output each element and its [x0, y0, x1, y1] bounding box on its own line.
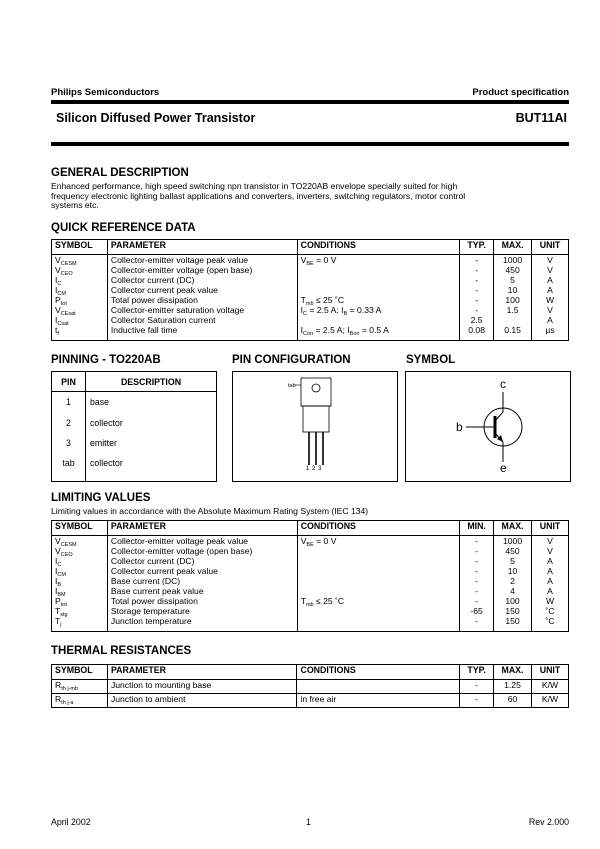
- emitter-label: e: [500, 461, 507, 475]
- symbol-letter: V: [55, 546, 61, 556]
- symbol-cell: [55, 265, 104, 275]
- pin-config-box: [232, 371, 398, 482]
- symbol-letter: t: [55, 325, 58, 335]
- max-cell: 1000: [503, 255, 523, 265]
- unit-cell: V: [547, 536, 553, 546]
- qr-conditions: [297, 255, 460, 341]
- condition-cell: [301, 315, 457, 325]
- parameter-cell: Base current peak value: [110, 586, 204, 596]
- condition-text: V: [300, 536, 307, 546]
- col-conditions: CONDITIONS: [297, 665, 460, 680]
- footer-page-number: 1: [306, 817, 311, 827]
- min-cell: -: [475, 556, 479, 566]
- condition-subscript: BE: [306, 542, 314, 548]
- collector-label: c: [500, 377, 506, 391]
- parameter-cell: Collector-emitter voltage (open base): [110, 546, 253, 556]
- part-number: BUT11AI: [515, 111, 567, 125]
- unit-cell: A: [547, 556, 553, 566]
- symbol-cell: [55, 295, 104, 305]
- parameter-cell: Junction temperature: [110, 616, 192, 626]
- parameter-cell: Collector-emitter voltage peak value: [110, 536, 249, 546]
- pin-description: collector: [90, 418, 123, 428]
- symbol-cell: [55, 305, 104, 315]
- condition-text: = 0.5 A: [359, 325, 389, 335]
- condition-subscript: C: [303, 311, 307, 317]
- condition-cell: [301, 325, 457, 335]
- symbol-subscript: BM: [57, 592, 66, 598]
- limiting-heading: LIMITING VALUES: [51, 492, 151, 504]
- symbol-subscript: f: [57, 331, 59, 337]
- col-symbol: SYMBOL: [52, 521, 108, 536]
- quick-ref-heading: QUICK REFERENCE DATA: [51, 222, 196, 234]
- condition-cell: [301, 606, 456, 616]
- qr-parameters: [107, 255, 297, 341]
- pin-description: collector: [90, 458, 123, 468]
- max-cell: 5: [510, 556, 515, 566]
- condition-cell: [301, 556, 456, 566]
- condition-text: ≤ 25 ˚C: [313, 596, 345, 606]
- unit-cell: W: [545, 295, 555, 305]
- symbol-subscript: CM: [57, 291, 66, 297]
- condition-text: = 0 V: [313, 536, 337, 546]
- general-line: frequency electronic lighting ballast applications and converters, inverters, switching regulators, motor control: [51, 190, 466, 201]
- lv-min-values: [460, 536, 494, 632]
- symbol-letter: I: [55, 576, 58, 586]
- min-cell: -: [475, 616, 479, 626]
- min-cell: -65: [470, 606, 483, 616]
- parameter-cell: Collector Saturation current: [110, 315, 216, 325]
- document-title: Silicon Diffused Power Transistor: [56, 111, 256, 125]
- symbol-cell: [55, 546, 104, 556]
- condition-text: T: [300, 596, 306, 606]
- min-cell: -: [475, 566, 479, 576]
- unit-cell: A: [547, 275, 553, 285]
- symbol-letter: T: [55, 606, 61, 616]
- symbol-letter: P: [55, 295, 61, 305]
- table-row: [52, 680, 569, 694]
- npn-transistor-symbol: [406, 372, 570, 481]
- condition-cell: [301, 265, 457, 275]
- symbol-subscript: CM: [57, 572, 66, 578]
- condition-text: ≤ 25 ˚C: [313, 295, 345, 305]
- max-cell: 450: [505, 546, 520, 556]
- thermal-unit: K/W: [531, 694, 568, 708]
- col-parameter: PARAMETER: [107, 240, 297, 255]
- pin-header-rule: [52, 391, 216, 392]
- symbol-letter: I: [55, 285, 58, 295]
- symbol-letter: V: [55, 255, 61, 265]
- col-typ: TYP.: [460, 665, 494, 680]
- condition-cell: [301, 576, 456, 586]
- symbol-cell: [55, 315, 104, 325]
- parameter-cell: Collector current peak value: [110, 566, 218, 576]
- col-max: MAX.: [494, 240, 532, 255]
- symbol-cell: [55, 596, 104, 606]
- condition-cell: [301, 285, 457, 295]
- col-parameter: PARAMETER: [107, 665, 297, 680]
- condition-text: = 2.5 A; I: [307, 305, 344, 315]
- pinning-box: [51, 371, 217, 482]
- symbol-letter: V: [55, 536, 61, 546]
- unit-cell: A: [547, 576, 553, 586]
- condition-text: = 0.33 A: [347, 305, 382, 315]
- symbol-letter: I: [55, 566, 58, 576]
- qr-units: [532, 255, 569, 341]
- col-conditions: CONDITIONS: [297, 521, 459, 536]
- condition-subscript: B: [343, 311, 348, 317]
- unit-cell: A: [547, 285, 553, 295]
- col-symbol: SYMBOL: [52, 240, 108, 255]
- condition-cell: [301, 596, 456, 606]
- col-unit: UNIT: [532, 240, 569, 255]
- symbol-heading: SYMBOL: [406, 354, 456, 366]
- condition-text: V: [300, 255, 307, 265]
- min-cell: -: [475, 536, 479, 546]
- symbol-letter: P: [55, 596, 61, 606]
- condition-cell: [301, 546, 456, 556]
- typ-cell: -: [475, 275, 479, 285]
- parameter-cell: Storage temperature: [110, 606, 190, 616]
- footer-revision: Rev 2.000: [528, 817, 569, 827]
- parameter-cell: Collector current peak value: [110, 285, 218, 295]
- unit-cell: V: [547, 546, 553, 556]
- condition-cell: [301, 536, 456, 546]
- to220-package-drawing: [233, 372, 397, 481]
- max-cell: 1.5: [506, 305, 519, 315]
- lv-parameters: [107, 536, 297, 632]
- col-max: MAX.: [494, 521, 532, 536]
- symbol-letter: I: [55, 556, 58, 566]
- max-cell: 5: [510, 275, 515, 285]
- unit-cell: W: [545, 596, 555, 606]
- pin-col-header: PIN: [61, 377, 76, 387]
- symbol-subscript: Csat: [57, 321, 69, 327]
- max-cell: 0.15: [504, 325, 521, 335]
- tab-label: tab: [288, 383, 296, 389]
- symbol-cell: [55, 285, 104, 295]
- symbol-letter: I: [55, 275, 58, 285]
- condition-cell: [301, 616, 456, 626]
- parameter-cell: Collector current (DC): [110, 275, 195, 285]
- max-cell: 4: [510, 586, 515, 596]
- col-parameter: PARAMETER: [107, 521, 297, 536]
- typ-cell: 0.08: [468, 325, 485, 335]
- thermal-table: [51, 664, 569, 708]
- min-cell: -: [475, 586, 479, 596]
- max-cell: 150: [505, 606, 520, 616]
- symbol-box: [405, 371, 571, 482]
- parameter-cell: Total power dissipation: [110, 596, 198, 606]
- condition-text: = 0 V: [313, 255, 337, 265]
- condition-subscript: Bon: [349, 331, 360, 337]
- max-cell: 10: [507, 285, 518, 295]
- symbol-subscript: CEO: [60, 552, 73, 558]
- thermal-symbol: $R_{th j-a}$: [52, 694, 108, 708]
- quick-ref-table: [51, 239, 569, 341]
- condition-text: I: [300, 325, 304, 335]
- lv-symbols: [52, 536, 108, 632]
- qr-max-values: [494, 255, 532, 341]
- unit-cell: A: [547, 315, 553, 325]
- qr-symbols: [52, 255, 108, 341]
- top-rule: [51, 100, 569, 104]
- symbol-subscript: CESM: [60, 261, 77, 267]
- typ-cell: -: [475, 265, 479, 275]
- desc-col-header: DESCRIPTION: [120, 377, 182, 387]
- typ-cell: 2.5: [470, 315, 483, 325]
- general-line: systems etc.: [51, 200, 99, 211]
- condition-cell: [301, 255, 457, 265]
- lv-max-values: [494, 536, 532, 632]
- unit-cell: ˚C: [545, 616, 555, 626]
- pin-divider: [85, 372, 86, 481]
- symbol-letter: V: [55, 265, 61, 275]
- thermal-parameter: Junction to mounting base: [107, 680, 297, 694]
- parameter-cell: Inductive fall time: [110, 325, 178, 335]
- symbol-letter: V: [55, 305, 61, 315]
- condition-cell: [301, 275, 457, 285]
- general-description: [51, 182, 571, 211]
- max-cell: [497, 315, 528, 325]
- title-rule: [51, 142, 569, 146]
- condition-subscript: BE: [306, 261, 314, 267]
- condition-subscript: Con: [303, 331, 314, 337]
- symbol-cell: [55, 566, 104, 576]
- min-cell: -: [475, 546, 479, 556]
- parameter-cell: Collector-emitter voltage peak value: [110, 255, 249, 265]
- thermal-max: 1.25: [494, 680, 532, 694]
- col-conditions: CONDITIONS: [297, 240, 460, 255]
- typ-cell: -: [475, 305, 479, 315]
- lv-units: [532, 536, 569, 632]
- parameter-cell: Collector-emitter voltage (open base): [110, 265, 253, 275]
- max-cell: 100: [505, 295, 520, 305]
- table-row: [52, 694, 569, 708]
- max-cell: 10: [507, 566, 518, 576]
- pin-number: tab: [62, 458, 75, 468]
- thermal-heading: THERMAL RESISTANCES: [51, 645, 192, 657]
- footer-date: April 2002: [51, 817, 91, 827]
- symbol-subscript: B: [57, 582, 62, 588]
- max-cell: 2: [510, 576, 515, 586]
- thermal-conditions: [297, 680, 460, 694]
- thermal-parameter: Junction to ambient: [107, 694, 297, 708]
- min-cell: -: [475, 576, 479, 586]
- col-typ: TYP.: [460, 240, 494, 255]
- symbol-cell: [55, 536, 104, 546]
- thermal-conditions: in free air: [297, 694, 460, 708]
- col-unit: UNIT: [532, 521, 569, 536]
- symbol-subscript: CESM: [60, 542, 77, 548]
- thermal-max: 60: [494, 694, 532, 708]
- doc-type: Product specification: [472, 87, 569, 98]
- symbol-cell: [55, 586, 104, 596]
- max-cell: 150: [505, 616, 520, 626]
- unit-cell: µs: [545, 325, 555, 335]
- lv-conditions: [297, 536, 459, 632]
- max-cell: 1000: [502, 536, 523, 546]
- symbol-cell: [55, 255, 104, 265]
- general-line: Enhanced performance, high speed switching npn transistor in TO220AB envelope specially suited for high: [51, 181, 458, 191]
- pin-description: emitter: [90, 438, 117, 448]
- col-symbol: SYMBOL: [52, 665, 108, 680]
- thermal-typ: -: [460, 694, 494, 708]
- pin-number: 3: [66, 438, 71, 448]
- parameter-cell: Collector current (DC): [110, 556, 195, 566]
- pin-number: 1: [66, 397, 71, 407]
- symbol-subscript: CEsat: [60, 311, 76, 317]
- condition-text: = 2.5 A; I: [313, 325, 350, 335]
- col-unit: UNIT: [531, 665, 568, 680]
- limiting-subtitle: Limiting values in accordance with the Absolute Maximum Rating System (IEC 134): [51, 506, 369, 516]
- unit-cell: V: [547, 265, 553, 275]
- pin-number: 2: [66, 418, 71, 428]
- symbol-letter: I: [55, 586, 58, 596]
- symbol-subscript: tot: [60, 301, 67, 307]
- symbol-letter: I: [55, 315, 58, 325]
- symbol-subscript: C: [57, 562, 62, 568]
- condition-cell: [301, 295, 457, 305]
- thermal-typ: -: [460, 680, 494, 694]
- unit-cell: ˚C: [545, 606, 555, 616]
- typ-cell: -: [475, 295, 479, 305]
- symbol-cell: [55, 606, 104, 616]
- typ-cell: -: [475, 255, 479, 265]
- condition-subscript: mb: [305, 602, 314, 608]
- condition-cell: [301, 305, 457, 315]
- min-cell: -: [475, 596, 479, 606]
- symbol-subscript: stg: [60, 612, 68, 618]
- thermal-unit: K/W: [531, 680, 568, 694]
- parameter-cell: Base current (DC): [110, 576, 181, 586]
- thermal-symbol: $R_{th j-mb}$: [52, 680, 108, 694]
- unit-cell: A: [547, 586, 553, 596]
- base-label: b: [456, 420, 463, 434]
- symbol-subscript: tot: [60, 602, 67, 608]
- qr-typ-values: [460, 255, 494, 341]
- condition-cell: [301, 566, 456, 576]
- condition-subscript: mb: [305, 301, 314, 307]
- parameter-cell: Collector-emitter saturation voltage: [110, 305, 245, 315]
- col-max: MAX.: [494, 665, 532, 680]
- symbol-letter: T: [55, 616, 61, 626]
- typ-cell: -: [475, 285, 479, 295]
- symbol-subscript: j: [60, 622, 62, 628]
- unit-cell: V: [547, 305, 553, 315]
- limiting-table: [51, 520, 569, 632]
- condition-text: T: [300, 295, 306, 305]
- pin-description: base: [90, 397, 110, 407]
- company-name: Philips Semiconductors: [51, 87, 160, 98]
- condition-text: I: [300, 305, 304, 315]
- parameter-cell: Total power dissipation: [110, 295, 198, 305]
- unit-cell: A: [547, 566, 553, 576]
- max-cell: 100: [505, 596, 520, 606]
- pin-labels: 1 2 3: [306, 466, 322, 472]
- symbol-subscript: C: [57, 281, 62, 287]
- max-cell: 450: [505, 265, 520, 275]
- unit-cell: V: [547, 255, 553, 265]
- general-heading: GENERAL DESCRIPTION: [51, 167, 189, 179]
- pin-config-heading: PIN CONFIGURATION: [232, 354, 351, 366]
- col-min: MIN.: [460, 521, 494, 536]
- condition-cell: [301, 586, 456, 596]
- pinning-heading: PINNING - TO220AB: [51, 354, 161, 366]
- symbol-subscript: CEO: [60, 271, 73, 277]
